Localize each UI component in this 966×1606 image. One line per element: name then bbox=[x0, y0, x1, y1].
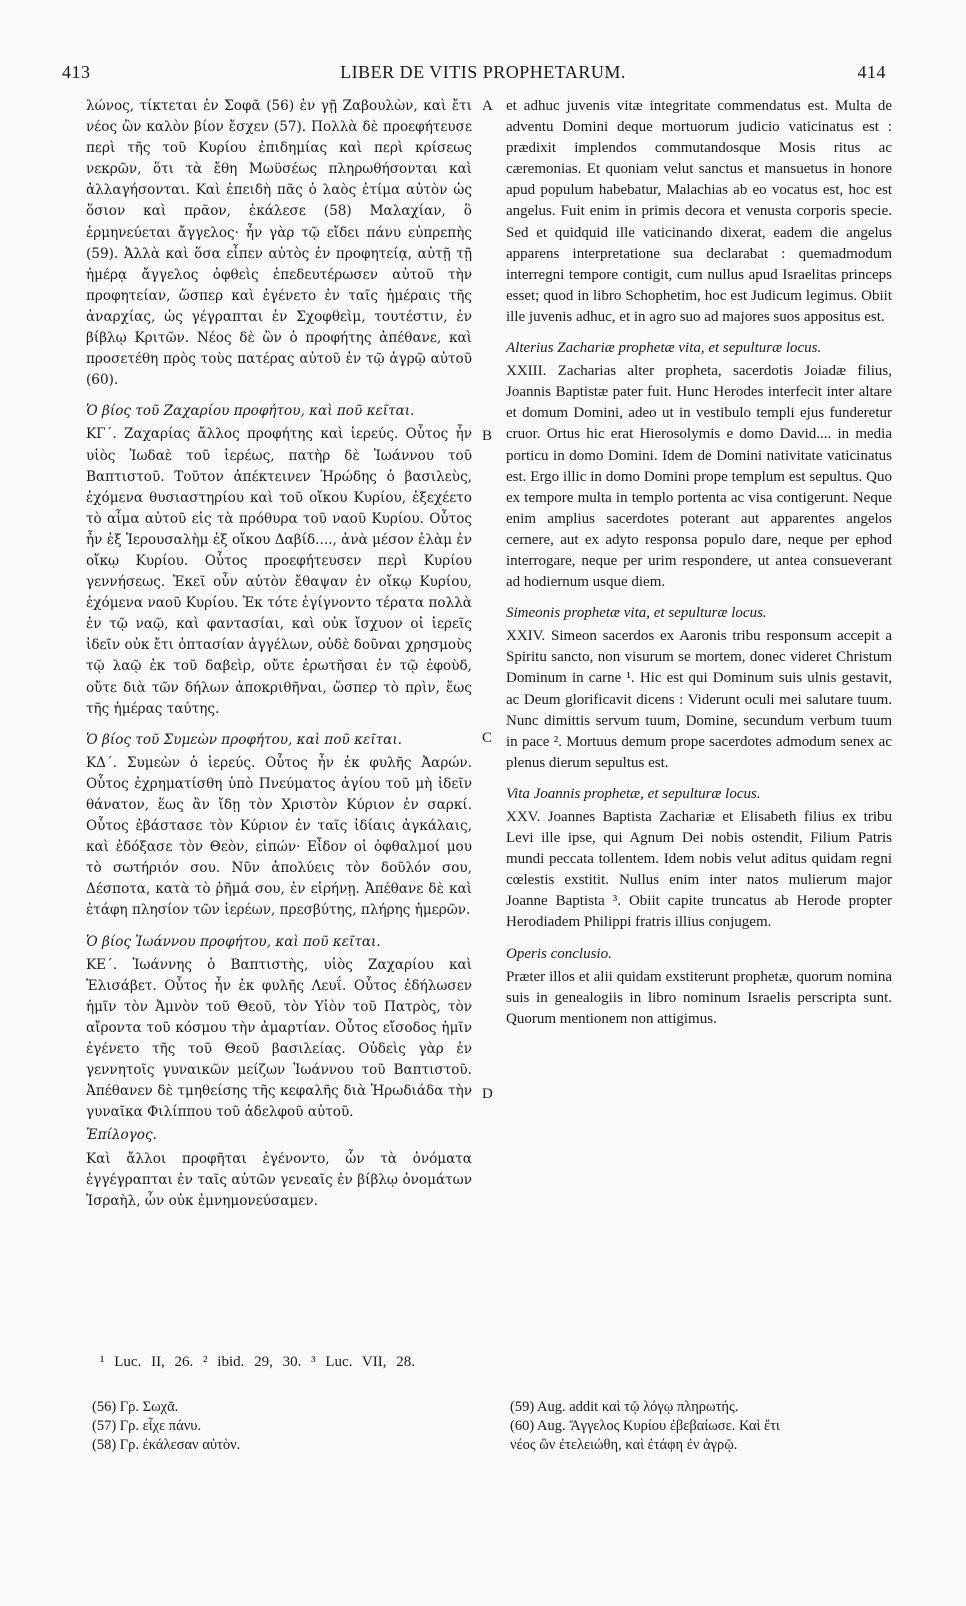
latin-paragraph-zacharias: XXIII. Zacharias alter propheta, sacerdotis Joiadæ filius, Joannis Baptistæ pater fuit. Hunc Herodes interfecit inter altare et domum Domini, adeo ut in vestibulo templi ejus funderetur cruor. Ortus hic erat Hierosolymis e domo David.... in media porticu in domo Domini. Idem de Domini nativitate vaticinatus est. Ergo illic in domo Domini prope templum est sepultus. Quo ex tempore multa in templo portenta ac visa contigerunt. Neque enim amplius sacerdotes poterant aut apparentes angelos cernere, aut ex adyto responsa populo dare, neque per ephod interrogare, neque per urim respondere, ut antea consueverant ad hodiernum usque diem. bbox=[506, 363, 892, 591]
latin-paragraph-conclusion: Præter illos et alii quidam exstiterunt prophetæ, quorum nomina suis in genealogiis in libro nominum Israelis perscripta sunt. Quorum mentionem non attigimus. bbox=[506, 968, 892, 1027]
greek-heading-zacharias: Ὁ βίος τοῦ Ζαχαρίου προφήτου, καὶ ποῦ κεῖται. bbox=[86, 403, 415, 420]
margin-marker-b: B bbox=[482, 428, 493, 444]
latin-paragraph-john: XXV. Joannes Baptista Zachariæ et Elisabeth filius ex tribu Levi ille ipse, qui Agnum Dei nobis ostendit, Filium Patris mundi peccata tollentem. Idem nobis velut aditus quidam regni cœlestis exstitit. Nullus enim inter natos mulierum major Joanne Baptista ³. Obiit capite truncatus ab Herode propter Herodiadem Philippi fratris illius conjugem. bbox=[506, 809, 892, 931]
footnote-57: (57) Γρ. εἶχε πάνυ. bbox=[92, 1418, 202, 1434]
latin-paragraph-simeon: XXIV. Simeon sacerdos ex Aaronis tribu responsum accepit a Spiritu sancto, non visurum se mortem, donec videret Christum Dominum in carne ¹. Hic est qui Dominum suis ulnis gestavit, ac Deum glorificavit dicens : Viderunt oculi mei salutare tuum. Nunc dimittis servum tuum, Domine, secundum verbum tuum in pace ². Mortuus demum prope sacerdotes admodum senex ac plenus dierum sepultus est. bbox=[506, 628, 892, 771]
greek-heading-simeon: Ὁ βίος τοῦ Συμεὼν προφήτου, καὶ ποῦ κεῖται. bbox=[86, 731, 402, 748]
margin-marker-d: D bbox=[482, 1086, 493, 1102]
latin-paragraph-malachi-end: et adhuc juvenis vitæ integritate commendatus est. Multa de adventu Domini deque mortuorum judicio vaticinatus est : prædixit implendos commutandosque Mosis ritus ac cæremonias. Et quoniam velut sanctus et mansuetus in honore apud populum habebatur, Malachias ab eo vocatus est, hoc est angelus. Fuit enim in primis decora et venusta corporis specie. Sed et quidquid ille vaticinando dixerat, eadem die angelus apparens interpretatione sua declarabat : quemadmodum interregni tempore contigit, cum nullus apud Israelitas princeps esset; quod in libro Schophetim, hoc est Judicum legimus. Obiit ille juvenis adhuc, et in agro suo ad majores suos appositus est. bbox=[506, 98, 892, 325]
running-title: LIBER DE VITIS PROPHETARUM. bbox=[340, 62, 626, 82]
latin-heading-conclusion: Operis conclusio. bbox=[506, 945, 612, 962]
greek-heading-epilogue: Ἐπίλογος. bbox=[86, 1127, 157, 1144]
page-number-right: 414 bbox=[857, 62, 886, 82]
footnote-60-cont: νέος ὢν ἐτελειώθη, καὶ ἐτάφη ἐν ἀγρῷ. bbox=[510, 1437, 738, 1453]
latin-heading-simeon: Simeonis prophetæ vita, et sepulturæ locus. bbox=[506, 605, 767, 622]
footnote-56: (56) Γρ. Σωχᾶ. bbox=[92, 1399, 179, 1415]
latin-heading-john: Vita Joannis prophetæ, et sepulturæ locus. bbox=[506, 785, 761, 802]
footnotes-left bbox=[92, 1398, 462, 1455]
running-header bbox=[0, 62, 966, 94]
latin-column bbox=[506, 96, 892, 1030]
greek-paragraph-malachi-end: λώνος, τίκτεται ἐν Σοφᾶ (56) ἐν γῇ Ζαβουλὼν, καὶ ἔτι νέος ὢν καλὸν βίον ἔσχεν (57). Πολλὰ δὲ προεφήτευσε περὶ τῆς τοῦ Κυρίου ἐπιδημίας καὶ περὶ κρίσεως νεκρῶν, ὅτι τὰ ἔθη Μωϋσέως πληρωθήσονται καὶ ἀλλαγήσονται. Καὶ ἐπειδὴ πᾶς ὁ λαὸς ἐτίμα αὐτὸν ὡς ὅσιον καὶ πρᾶον, ἐκάλεσε (58) Μαλαχίαν, ὃ ἑρμηνεύεται ἄγγελος· ἦν γὰρ τῷ εἴδει πάνυ εὐπρεπὴς (59). Ἀλλὰ καὶ ὅσα εἶπεν αὐτὸς ἐν προφητείᾳ, αὐτῇ τῇ ἡμέρᾳ ἄγγελος ὀφθεὶς ἐπεδευτέρωσεν αὐτοῦ τὴν προφητείαν, ὥσπερ καὶ ἐγένετο ἐν ταῖς ἡμέραις τῆς ἀναρχίας, ὡς γέγραπται ἐν Σχοφθεὶμ, τουτέστιν, ἐν βίβλῳ Κριτῶν. Νέος δὲ ὢν ὁ προφήτης ἀπέθανε, καὶ προσετέθη πρὸς τοὺς πατέρας αὐτοῦ ἐν τῷ ἀγρῷ αὐτοῦ (60). bbox=[86, 98, 472, 389]
page-number-left: 413 bbox=[62, 62, 91, 82]
footnote-59: (59) Aug. addit καὶ τῷ λόγῳ πληρωτής. bbox=[510, 1399, 739, 1415]
greek-column bbox=[86, 96, 472, 1212]
greek-paragraph-zacharias: ΚΓ΄. Ζαχαρίας ἄλλος προφήτης καὶ ἱερεύς. Οὗτος ἦν υἱὸς Ἰωδαὲ τοῦ ἱερέως, πατὴρ δὲ Ἰωάννου τοῦ Βαπτιστοῦ. Τοῦτον ἀπέκτεινεν Ἡρώδης ὁ βασιλεὺς, ἐχόμενα θυσιαστηρίου καὶ τοῦ οἴκου Κυρίου, ἐξεχέετο τὸ αἷμα αὐτοῦ εἰς τὰ πρόθυρα τοῦ ναοῦ Κυρίου. Οὗτος ἦν ἐξ Ἱερουσαλὴμ ἐξ οἴκου Δαβίδ...., ἀνὰ μέσον ἐλὰμ ἐν οἴκῳ Κυρίου. Οὗτος προεφήτευσεν περὶ Κυρίου γεννήσεως. Ἐκεῖ οὖν αὐτὸν ἔθαψαν ἐν οἴκῳ Κυρίου, ἐχόμενα ναοῦ Κυρίου. Ἐκ τότε ἐγίγνοντο τέρατα πολλὰ ἐν τῷ ναῷ, καὶ φαντασίαι, καὶ οὐκ ἴσχυον οἱ ἱερεῖς ἰδεῖν οὐκ ἔτι ὀπτασίαν ἀγγέλων, οὐδὲ δοῦναι χρησμοὺς τῷ λαῷ ἐκ τοῦ δαβεὶρ, οὔτε ἐρωτῆσαι ἐν τῷ ἐφοὺδ, οὔτε διὰ τῶν δήλων ἀποκριθῆναι, ὥσπερ τὸ πρὶν, ἕως τῆς ἡμέρας ταύτης. bbox=[86, 426, 472, 717]
margin-marker-c: C bbox=[482, 730, 493, 746]
footnotes-right bbox=[510, 1398, 910, 1455]
scripture-references: ¹ Luc. II, 26. ² ibid. 29, 30. ³ Luc. VII, 28. bbox=[100, 1354, 416, 1370]
greek-heading-john: Ὁ βίος Ἰωάννου προφήτου, καὶ ποῦ κεῖται. bbox=[86, 933, 381, 950]
margin-marker-a: A bbox=[482, 98, 493, 114]
greek-paragraph-simeon: ΚΔ΄. Συμεὼν ὁ ἱερεύς. Οὗτος ἦν ἐκ φυλῆς Ἀαρών. Οὗτος ἐχρηματίσθη ὑπὸ Πνεύματος ἁγίου τοῦ μὴ ἰδεῖν θάνατον, ἕως ἂν ἴδῃ τὸν Χριστὸν Κύριον ἐν σαρκί. Οὗτος ἐβάστασε τὸν Κύριον ἐν ταῖς ἰδίαις ἀγκάλαις, καὶ ἐδόξασε τὸν Θεὸν, εἰπών· Εἶδον οἱ ὀφθαλμοί μου τὸ σωτήριόν σου. Νῦν ἀπολύεις τὸν δοῦλόν σου, Δέσποτα, κατὰ τὸ ῥῆμά σου, ἐν εἰρήνῃ. Ἀπέθανε δὲ καὶ ἐτάφη πλησίον τῶν ἱερέων, πρεσβύτης, πλήρης ἡμερῶν. bbox=[86, 754, 472, 919]
greek-paragraph-epilogue: Καὶ ἄλλοι προφῆται ἐγένοντο, ὧν τὰ ὀνόματα ἐγγέγραπται ἐν ταῖς αὐτῶν γενεαῖς ἐν βίβλῳ ὀνομάτων Ἰσραὴλ, ὧν οὐκ ἐμνημονεύσαμεν. bbox=[86, 1150, 472, 1209]
greek-paragraph-john: ΚΕ΄. Ἰωάννης ὁ Βαπτιστὴς, υἱὸς Ζαχαρίου καὶ Ἐλισάβετ. Οὗτος ἦν ἐκ φυλῆς Λευΐ. Οὗτος ἐδήλωσεν ἡμῖν τὸν Ἀμνὸν τοῦ Θεοῦ, τὸν Υἱὸν τοῦ Πατρὸς, τὸν αἴροντα τοῦ κόσμου τὴν ἁμαρτίαν. Οὗτος εἴσοδος ἡμῖν ἐγένετο τῆς τοῦ Θεοῦ βασιλείας. Οὐδεὶς γὰρ ἐν γεννητοῖς γυναικῶν μείζων Ἰωάννου τοῦ Βαπτιστοῦ. Ἀπέθανεν δὲ τμηθείσης τῆς κεφαλῆς διὰ Ἡρωδιάδα τὴν γυναῖκα Φιλίππου τοῦ ἀδελφοῦ αὐτοῦ. bbox=[86, 956, 472, 1121]
latin-heading-zacharias: Alterius Zachariæ prophetæ vita, et sepulturæ locus. bbox=[506, 340, 822, 357]
footnote-58: (58) Γρ. ἐκάλεσαν αὐτὸν. bbox=[92, 1437, 241, 1453]
footnote-60: (60) Aug. Ἄγγελος Κυρίου ἐβεβαίωσε. Καὶ ἔτι bbox=[510, 1418, 780, 1434]
